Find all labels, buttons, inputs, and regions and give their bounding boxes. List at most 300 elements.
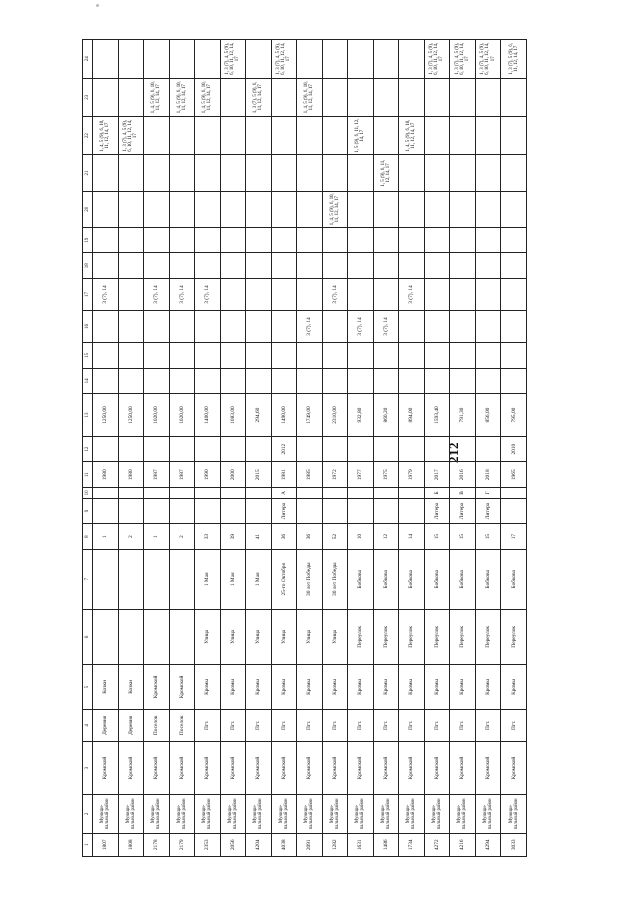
table-cell-col-2: Муници-пальный район: [195, 795, 221, 833]
table-cell-col-9: [322, 498, 348, 524]
column-number-24: 24: [83, 40, 93, 79]
table-cell-col-14: [450, 368, 476, 394]
table-cell-col-10: [246, 488, 272, 499]
table-cell-col-4: Пгт.: [322, 709, 348, 741]
table-cell-col-12: [169, 436, 195, 462]
table-cell-col-8: 14: [399, 524, 425, 550]
table-cell-col-3: Кромской: [195, 741, 221, 794]
table-cell-col-1: 4038: [271, 833, 297, 856]
table-cell-col-22: [475, 116, 501, 154]
table-cell-col-20: [424, 191, 450, 227]
table-cell-col-3: Кромской: [475, 741, 501, 794]
table-cell-col-23: [322, 78, 348, 116]
table-cell-col-15: [399, 343, 425, 369]
table-cell-col-17: [424, 279, 450, 311]
column-number-3: 3: [83, 741, 93, 794]
table-cell-col-14: [475, 368, 501, 394]
table-cell-col-20: [450, 191, 476, 227]
table-cell-col-22: 1, 4, 5 (9), 6, 10, 11, 12, 14, 17: [399, 116, 425, 154]
table-cell-col-24: 1, 3 (7), 4, 5 (9), 6, 10, 11, 12, 14, 17: [220, 40, 246, 79]
table-cell-col-9: [195, 498, 221, 524]
table-cell-col-22: [322, 116, 348, 154]
table-cell-col-21: [169, 155, 195, 191]
table-cell-col-2: Муници-пальный район: [297, 795, 323, 833]
table-cell-col-6: Переулок: [348, 609, 374, 664]
table-cell-col-21: [297, 155, 323, 191]
table-cell-col-5: Кромы: [450, 665, 476, 710]
table-cell-col-1: 4272: [424, 833, 450, 856]
table-cell-col-11: 1975: [373, 462, 399, 488]
table-cell-col-22: [169, 116, 195, 154]
column-number-7: 7: [83, 549, 93, 609]
table-row: [322, 40, 348, 857]
table-cell-col-5: Кромы: [475, 665, 501, 710]
table-cell-col-14: [220, 368, 246, 394]
table-cell-col-15: [246, 343, 272, 369]
table-row: [169, 40, 195, 857]
table-cell-col-7: 25-го Октября: [271, 549, 297, 609]
table-cell-col-24: [169, 40, 195, 79]
table-cell-col-21: [450, 155, 476, 191]
column-number-18: 18: [83, 253, 93, 279]
table-cell-col-16: [246, 311, 272, 343]
table-cell-col-5: Кромы: [348, 665, 374, 710]
table-cell-col-7: [118, 549, 144, 609]
scan-speck: [96, 4, 99, 7]
table-cell-col-16: [169, 311, 195, 343]
table-cell-col-4: Деревня: [93, 709, 119, 741]
table-cell-col-14: [348, 368, 374, 394]
table-cell-col-5: Кромы: [322, 665, 348, 710]
table-cell-col-24: [322, 40, 348, 79]
table-row: [450, 40, 476, 857]
table-cell-col-5: Кромы: [246, 665, 272, 710]
table-cell-col-14: [246, 368, 272, 394]
table-cell-col-18: [246, 253, 272, 279]
table-cell-col-17: [373, 279, 399, 311]
table-cell-col-20: [271, 191, 297, 227]
table-cell-col-17: [475, 279, 501, 311]
table-row: [501, 40, 527, 857]
table-cell-col-11: 1987: [144, 462, 170, 488]
table-cell-col-21: [501, 155, 527, 191]
table-cell-col-13: 1593,40: [424, 394, 450, 437]
table-cell-col-22: [297, 116, 323, 154]
table-cell-col-15: [348, 343, 374, 369]
column-number-2: 2: [83, 795, 93, 833]
table-cell-col-21: 1, 5 (9), 6, 11, 12, 14, 17: [373, 155, 399, 191]
table-cell-col-1: 1734: [399, 833, 425, 856]
table-cell-col-11: 1985: [297, 462, 323, 488]
table-cell-col-4: Пгт.: [246, 709, 272, 741]
table-cell-col-8: 36: [297, 524, 323, 550]
table-cell-col-13: 932,80: [348, 394, 374, 437]
table-cell-col-12: [322, 436, 348, 462]
table-cell-col-9: [93, 498, 119, 524]
table-cell-col-3: Кромской: [93, 741, 119, 794]
table-cell-col-3: Кромской: [169, 741, 195, 794]
table-cell-col-24: 1, 3 (7), 4, 5 (9), 6, 10, 11, 12, 14, 17: [271, 40, 297, 79]
table-cell-col-18: [501, 253, 527, 279]
table-cell-col-3: Кромской: [399, 741, 425, 794]
table-cell-col-7: Бобкова: [373, 549, 399, 609]
table-cell-col-11: 1990: [195, 462, 221, 488]
table-cell-col-10: [297, 488, 323, 499]
table-cell-col-12: [144, 436, 170, 462]
table-row: [475, 40, 501, 857]
table-cell-col-10: [144, 488, 170, 499]
table-cell-col-8: 2: [118, 524, 144, 550]
table-cell-col-8: 39: [220, 524, 246, 550]
table-cell-col-10: [373, 488, 399, 499]
table-cell-col-8: 41: [246, 524, 272, 550]
table-cell-col-8: 1: [144, 524, 170, 550]
table-cell-col-24: 1, 3 (7), 4, 5 (9), 6, 10, 11, 12, 14, 17: [450, 40, 476, 79]
table-cell-col-16: [144, 311, 170, 343]
column-number-14: 14: [83, 368, 93, 394]
table-cell-col-15: [322, 343, 348, 369]
column-number-17: 17: [83, 279, 93, 311]
table-cell-col-1: 3033: [501, 833, 527, 856]
table-cell-col-19: [322, 227, 348, 253]
table-cell-col-21: [271, 155, 297, 191]
table-cell-col-22: [501, 116, 527, 154]
table-cell-col-14: [195, 368, 221, 394]
table-cell-col-15: [424, 343, 450, 369]
table-cell-col-16: [118, 311, 144, 343]
table-cell-col-6: [93, 609, 119, 664]
table-cell-col-24: 1, 3 (7), 4, 5 (9), 6, 10, 11, 12, 14, 17: [475, 40, 501, 79]
register-table-container: [82, 39, 527, 857]
table-cell-col-16: [271, 311, 297, 343]
table-cell-col-10: [195, 488, 221, 499]
table-cell-col-5: Кромы: [373, 665, 399, 710]
table-cell-col-1: 4204: [246, 833, 272, 856]
page-number: 212: [446, 442, 461, 463]
table-cell-col-20: 1, 4, 5 (9), 6, 10, 11, 12, 14, 17: [322, 191, 348, 227]
table-cell-col-9: [373, 498, 399, 524]
table-cell-col-6: Улица: [322, 609, 348, 664]
housing-register-table: [82, 39, 527, 857]
table-cell-col-23: 1, 4, 5 (9), 6, 10, 11, 12, 14, 17: [297, 78, 323, 116]
table-cell-col-20: [246, 191, 272, 227]
table-cell-col-20: [169, 191, 195, 227]
table-cell-col-9: [169, 498, 195, 524]
table-cell-col-14: [373, 368, 399, 394]
table-cell-col-23: [399, 78, 425, 116]
table-cell-col-17: [271, 279, 297, 311]
table-cell-col-19: [399, 227, 425, 253]
table-cell-col-12: [118, 436, 144, 462]
table-cell-col-11: 1979: [399, 462, 425, 488]
table-cell-col-6: Переулок: [501, 609, 527, 664]
table-cell-col-5: Кромы: [297, 665, 323, 710]
table-cell-col-2: Муници-пальный район: [169, 795, 195, 833]
column-number-8: 8: [83, 524, 93, 550]
table-cell-col-14: [424, 368, 450, 394]
table-cell-col-11: 1987: [169, 462, 195, 488]
table-cell-col-1: 2178: [144, 833, 170, 856]
table-cell-col-10: В: [450, 488, 476, 499]
table-cell-col-10: [399, 488, 425, 499]
table-cell-col-23: [118, 78, 144, 116]
column-number-21: 21: [83, 155, 93, 191]
table-cell-col-18: [475, 253, 501, 279]
table-cell-col-6: [144, 609, 170, 664]
table-cell-col-18: [271, 253, 297, 279]
table-cell-col-19: [169, 227, 195, 253]
table-cell-col-6: Улица: [297, 609, 323, 664]
table-cell-col-7: 30 лет Победы: [322, 549, 348, 609]
table-cell-col-22: [424, 116, 450, 154]
table-cell-col-18: [373, 253, 399, 279]
table-cell-col-15: [501, 343, 527, 369]
table-cell-col-14: [297, 368, 323, 394]
table-cell-col-17: [220, 279, 246, 311]
table-cell-col-19: [297, 227, 323, 253]
table-cell-col-10: [322, 488, 348, 499]
table-row: [144, 40, 170, 857]
table-cell-col-17: 3 (7), 14: [144, 279, 170, 311]
table-cell-col-7: Бобкова: [475, 549, 501, 609]
table-cell-col-21: [475, 155, 501, 191]
table-cell-col-9: [220, 498, 246, 524]
table-cell-col-15: [169, 343, 195, 369]
table-cell-col-10: [93, 488, 119, 499]
table-cell-col-6: [118, 609, 144, 664]
table-cell-col-5: Козки: [118, 665, 144, 710]
table-cell-col-1: 1808: [118, 833, 144, 856]
table-cell-col-6: Переулок: [373, 609, 399, 664]
table-cell-col-6: Переулок: [399, 609, 425, 664]
column-number-12: 12: [83, 436, 93, 462]
table-cell-col-24: [118, 40, 144, 79]
table-cell-col-3: Кромской: [271, 741, 297, 794]
table-cell-col-18: [322, 253, 348, 279]
table-cell-col-7: Бобкова: [450, 549, 476, 609]
table-cell-col-7: Бобкова: [348, 549, 374, 609]
table-cell-col-7: Бобкова: [501, 549, 527, 609]
table-cell-col-16: 3 (7), 14: [297, 311, 323, 343]
table-cell-col-23: [424, 78, 450, 116]
table-cell-col-15: [195, 343, 221, 369]
table-cell-col-4: Пгт.: [501, 709, 527, 741]
table-cell-col-17: [246, 279, 272, 311]
table-cell-col-14: [93, 368, 119, 394]
table-cell-col-22: [195, 116, 221, 154]
table-cell-col-24: [348, 40, 374, 79]
table-cell-col-11: 1980: [118, 462, 144, 488]
table-cell-col-24: 1, 3 (7), 5 (9), 6, 11, 12, 14, 17: [501, 40, 527, 79]
table-cell-col-12: [195, 436, 221, 462]
table-cell-col-16: [424, 311, 450, 343]
table-cell-col-12: [373, 436, 399, 462]
table-cell-col-19: [118, 227, 144, 253]
column-number-row: [83, 40, 93, 857]
table-cell-col-12: [450, 436, 476, 462]
table-cell-col-2: Муници-пальный район: [246, 795, 272, 833]
table-cell-col-9: [399, 498, 425, 524]
table-row: [246, 40, 272, 857]
table-cell-col-13: 1020,00: [144, 394, 170, 437]
table-cell-col-20: [195, 191, 221, 227]
table-cell-col-6: Переулок: [475, 609, 501, 664]
table-cell-col-23: [475, 78, 501, 116]
table-cell-col-5: Кромы: [195, 665, 221, 710]
table-cell-col-17: [348, 279, 374, 311]
table-cell-col-6: Переулок: [424, 609, 450, 664]
table-cell-col-5: Кромы: [501, 665, 527, 710]
table-cell-col-24: [373, 40, 399, 79]
table-cell-col-18: [220, 253, 246, 279]
table-cell-col-15: [271, 343, 297, 369]
column-number-4: 4: [83, 709, 93, 741]
table-cell-col-22: [373, 116, 399, 154]
table-cell-col-3: Кромской: [348, 741, 374, 794]
table-cell-col-24: [93, 40, 119, 79]
table-cell-col-4: Пгт.: [424, 709, 450, 741]
table-cell-col-13: 795,00: [501, 394, 527, 437]
table-cell-col-5: Кромы: [220, 665, 246, 710]
table-cell-col-12: 2012: [271, 436, 297, 462]
table-cell-col-8: 33: [195, 524, 221, 550]
table-cell-col-9: [118, 498, 144, 524]
table-cell-col-6: Переулок: [450, 609, 476, 664]
table-cell-col-14: [144, 368, 170, 394]
table-cell-col-3: Кромской: [220, 741, 246, 794]
table-cell-col-14: [169, 368, 195, 394]
table-row: [424, 40, 450, 857]
table-cell-col-5: Кромы: [424, 665, 450, 710]
table-cell-col-2: Муници-пальный район: [399, 795, 425, 833]
table-cell-col-8: 15: [450, 524, 476, 550]
table-cell-col-11: 2018: [475, 462, 501, 488]
table-cell-col-11: 2016: [450, 462, 476, 488]
table-cell-col-20: [220, 191, 246, 227]
table-cell-col-2: Муници-пальный район: [501, 795, 527, 833]
table-cell-col-4: Пгт.: [399, 709, 425, 741]
table-cell-col-10: [169, 488, 195, 499]
table-cell-col-12: 2010: [501, 436, 527, 462]
table-cell-col-11: 1977: [348, 462, 374, 488]
table-cell-col-1: 1807: [93, 833, 119, 856]
table-cell-col-1: 2091: [297, 833, 323, 856]
table-cell-col-7: [144, 549, 170, 609]
table-cell-col-20: [373, 191, 399, 227]
table-cell-col-22: 1, 4, 5 (9), 6, 10, 11, 12, 14, 17: [93, 116, 119, 154]
table-cell-col-15: [118, 343, 144, 369]
table-cell-col-23: [501, 78, 527, 116]
table-cell-col-21: [220, 155, 246, 191]
table-cell-col-1: 4294: [475, 833, 501, 856]
table-cell-col-8: 12: [373, 524, 399, 550]
table-cell-col-8: 52: [322, 524, 348, 550]
table-cell-col-4: Пгт.: [475, 709, 501, 741]
table-cell-col-6: Улица: [246, 609, 272, 664]
table-cell-col-12: [399, 436, 425, 462]
table-cell-col-3: Кромской: [501, 741, 527, 794]
table-cell-col-16: 3 (7), 14: [373, 311, 399, 343]
table-cell-col-18: [93, 253, 119, 279]
table-row: [220, 40, 246, 857]
table-cell-col-1: 1282: [322, 833, 348, 856]
table-row: [93, 40, 119, 857]
table-cell-col-24: [246, 40, 272, 79]
column-number-1: 1: [83, 833, 93, 856]
table-cell-col-1: 1486: [373, 833, 399, 856]
table-cell-col-4: Пгт.: [450, 709, 476, 741]
table-cell-col-7: 1 Мая: [220, 549, 246, 609]
table-row: [118, 40, 144, 857]
column-number-22: 22: [83, 116, 93, 154]
table-cell-col-9: Литера: [475, 498, 501, 524]
table-cell-col-3: Кромской: [424, 741, 450, 794]
table-cell-col-7: [169, 549, 195, 609]
column-number-13: 13: [83, 394, 93, 437]
table-cell-col-8: 15: [424, 524, 450, 550]
table-cell-col-2: Муници-пальный район: [220, 795, 246, 833]
table-cell-col-21: [118, 155, 144, 191]
table-cell-col-3: Кромской: [322, 741, 348, 794]
table-cell-col-15: [373, 343, 399, 369]
table-cell-col-8: 36: [271, 524, 297, 550]
table-row: [195, 40, 221, 857]
table-cell-col-6: Улица: [271, 609, 297, 664]
table-cell-col-20: [118, 191, 144, 227]
table-cell-col-4: Пгт.: [195, 709, 221, 741]
table-cell-col-13: 791,30: [450, 394, 476, 437]
table-cell-col-16: [475, 311, 501, 343]
table-cell-col-20: [348, 191, 374, 227]
table-cell-col-20: [501, 191, 527, 227]
table-cell-col-16: [195, 311, 221, 343]
table-cell-col-20: [297, 191, 323, 227]
table-cell-col-13: 1250,00: [118, 394, 144, 437]
table-cell-col-11: 2017: [424, 462, 450, 488]
table-cell-col-17: [450, 279, 476, 311]
table-cell-col-7: 30 лет Победы: [297, 549, 323, 609]
table-cell-col-21: [93, 155, 119, 191]
table-cell-col-19: [246, 227, 272, 253]
table-row: [373, 40, 399, 857]
table-cell-col-17: 3 (7), 14: [195, 279, 221, 311]
table-cell-col-2: Муници-пальный район: [144, 795, 170, 833]
table-cell-col-21: [195, 155, 221, 191]
table-cell-col-22: [144, 116, 170, 154]
table-cell-col-4: Пгт.: [220, 709, 246, 741]
table-cell-col-22: [246, 116, 272, 154]
table-cell-col-11: 1981: [271, 462, 297, 488]
table-cell-col-23: 1, 4, 5 (9), 6, 10, 11, 12, 14, 17: [144, 78, 170, 116]
table-cell-col-18: [297, 253, 323, 279]
table-cell-col-14: [399, 368, 425, 394]
table-cell-col-16: [399, 311, 425, 343]
table-cell-col-23: [373, 78, 399, 116]
table-cell-col-23: 1, 3 (7), 5 (9), 6, 11, 12, 14, 17: [246, 78, 272, 116]
table-cell-col-21: [424, 155, 450, 191]
table-cell-col-16: [450, 311, 476, 343]
table-cell-col-24: [399, 40, 425, 79]
table-cell-col-14: [322, 368, 348, 394]
table-cell-col-13: 1749,00: [297, 394, 323, 437]
table-cell-col-23: 1, 4, 5 (9), 6, 10, 11, 12, 14, 17: [195, 78, 221, 116]
table-cell-col-13: 1400,00: [195, 394, 221, 437]
table-cell-col-23: [220, 78, 246, 116]
table-cell-col-19: [475, 227, 501, 253]
table-cell-col-17: 3 (7), 14: [169, 279, 195, 311]
table-cell-col-1: 2056: [220, 833, 246, 856]
table-cell-col-21: [144, 155, 170, 191]
